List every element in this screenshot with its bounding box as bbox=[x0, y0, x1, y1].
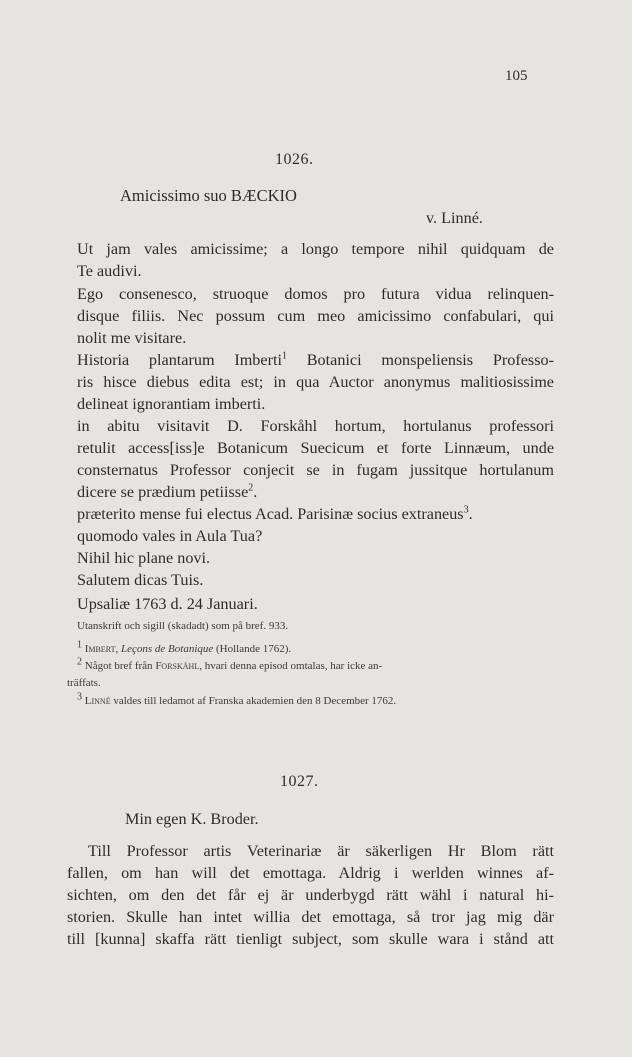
footnote-3 bbox=[77, 693, 396, 709]
footnote-mark: 1 bbox=[281, 350, 287, 362]
text-segment: Historia plantarum Imberti bbox=[77, 351, 282, 369]
text-line: Upsaliæ 1763 d. 24 Januari. bbox=[77, 595, 258, 613]
footnote-1 bbox=[77, 641, 291, 657]
text-line: Ut jam vales amicissime; a longo tempore nihil quidquam de bbox=[77, 240, 554, 258]
footnote-title: Leçons de Botanique bbox=[121, 643, 214, 655]
text-line: sichten, om den det får ej är underbygd rätt wähl i natural hi- bbox=[67, 886, 554, 904]
footnote-2 bbox=[77, 658, 382, 674]
text-line: till [kunna] skaffa rätt tienligt subject, som skulle wara i stånd att bbox=[67, 930, 554, 948]
text-line: in abitu visitavit D. Forskåhl hortum, hortulanus professori bbox=[77, 417, 554, 435]
footnote-text: hvari denna episod omtalas, har icke an- bbox=[204, 660, 383, 672]
page-number: 105 bbox=[505, 68, 528, 84]
text-line: ris hisce diebus edita est; in qua Auctor anonymus malitiosissime bbox=[77, 373, 554, 391]
footnote-mark: 3 bbox=[463, 504, 469, 516]
footnote-num: 2 bbox=[77, 656, 82, 668]
footnote-author: Forskåhl, bbox=[155, 660, 202, 672]
footnote-text: (Hollande 1762). bbox=[216, 643, 292, 655]
footnote-text: Något bref från bbox=[84, 660, 153, 672]
text-line: consternatus Professor conjecit se in fugam jussitque hortulanum bbox=[77, 461, 554, 479]
footnote-num: 3 bbox=[77, 691, 82, 703]
letter-number: 1026. bbox=[275, 151, 314, 168]
text-segment: præterito mense fui electus Acad. Parisinæ socius extraneus bbox=[77, 505, 464, 523]
text-line: quomodo vales in Aula Tua? bbox=[77, 527, 263, 545]
text-line: Till Professor artis Veterinariæ är säkerligen Hr Blom rätt bbox=[88, 842, 554, 860]
text-line: dicere se prædium petiisse$^2$. bbox=[77, 482, 258, 501]
footnote-num: 1 bbox=[77, 639, 82, 651]
text-line: fallen, om han will det emottaga. Aldrig i werlden winnes af- bbox=[67, 864, 554, 882]
letter-salutation: Amicissimo suo BÆCKIO bbox=[120, 186, 297, 205]
text-segment: Botanici monspeliensis Professo- bbox=[306, 351, 555, 369]
letter-number: 1027. bbox=[280, 773, 319, 790]
text-line: Nihil hic plane novi. bbox=[77, 549, 211, 567]
text-line: delineat ignorantiam imberti. bbox=[77, 395, 266, 413]
text-line: nolit me visitare. bbox=[77, 329, 187, 347]
text-line: disque filiis. Nec possum cum meo amicissimo confabulari, qui bbox=[77, 307, 554, 325]
text-line: Ego consenesco, struoque domos pro futura vidua relinquen- bbox=[77, 285, 554, 303]
text-line bbox=[77, 349, 554, 371]
source-note: Utanskrift och sigill (skadadt) som på bref. 933. bbox=[77, 620, 289, 632]
footnote-text: valdes till ledamot af Franska akademien den 8 December 1762. bbox=[113, 695, 397, 707]
text-line: Salutem dicas Tuis. bbox=[77, 571, 204, 589]
text-line: Te audivi. bbox=[77, 262, 142, 280]
letter-salutation: Min egen K. Broder. bbox=[125, 810, 259, 828]
footnote-mark: 2 bbox=[248, 482, 254, 494]
text-line: retulit access[iss]e Botanicum Suecicum et forte Linnæum, unde bbox=[77, 439, 554, 457]
text-line: præterito mense fui electus Acad. Parisinæ socius extraneus$^3$. bbox=[77, 504, 473, 523]
footnote-author: Imbert, bbox=[84, 643, 119, 655]
letter-signature: v. Linné. bbox=[426, 209, 483, 227]
text-line: storien. Skulle han intet willia det emottaga, så tror jag mig där bbox=[67, 908, 554, 926]
footnote-2-continuation: träffats. bbox=[67, 677, 101, 689]
text-segment: dicere se prædium petiisse bbox=[77, 483, 249, 501]
footnote-author: Linné bbox=[84, 695, 111, 707]
